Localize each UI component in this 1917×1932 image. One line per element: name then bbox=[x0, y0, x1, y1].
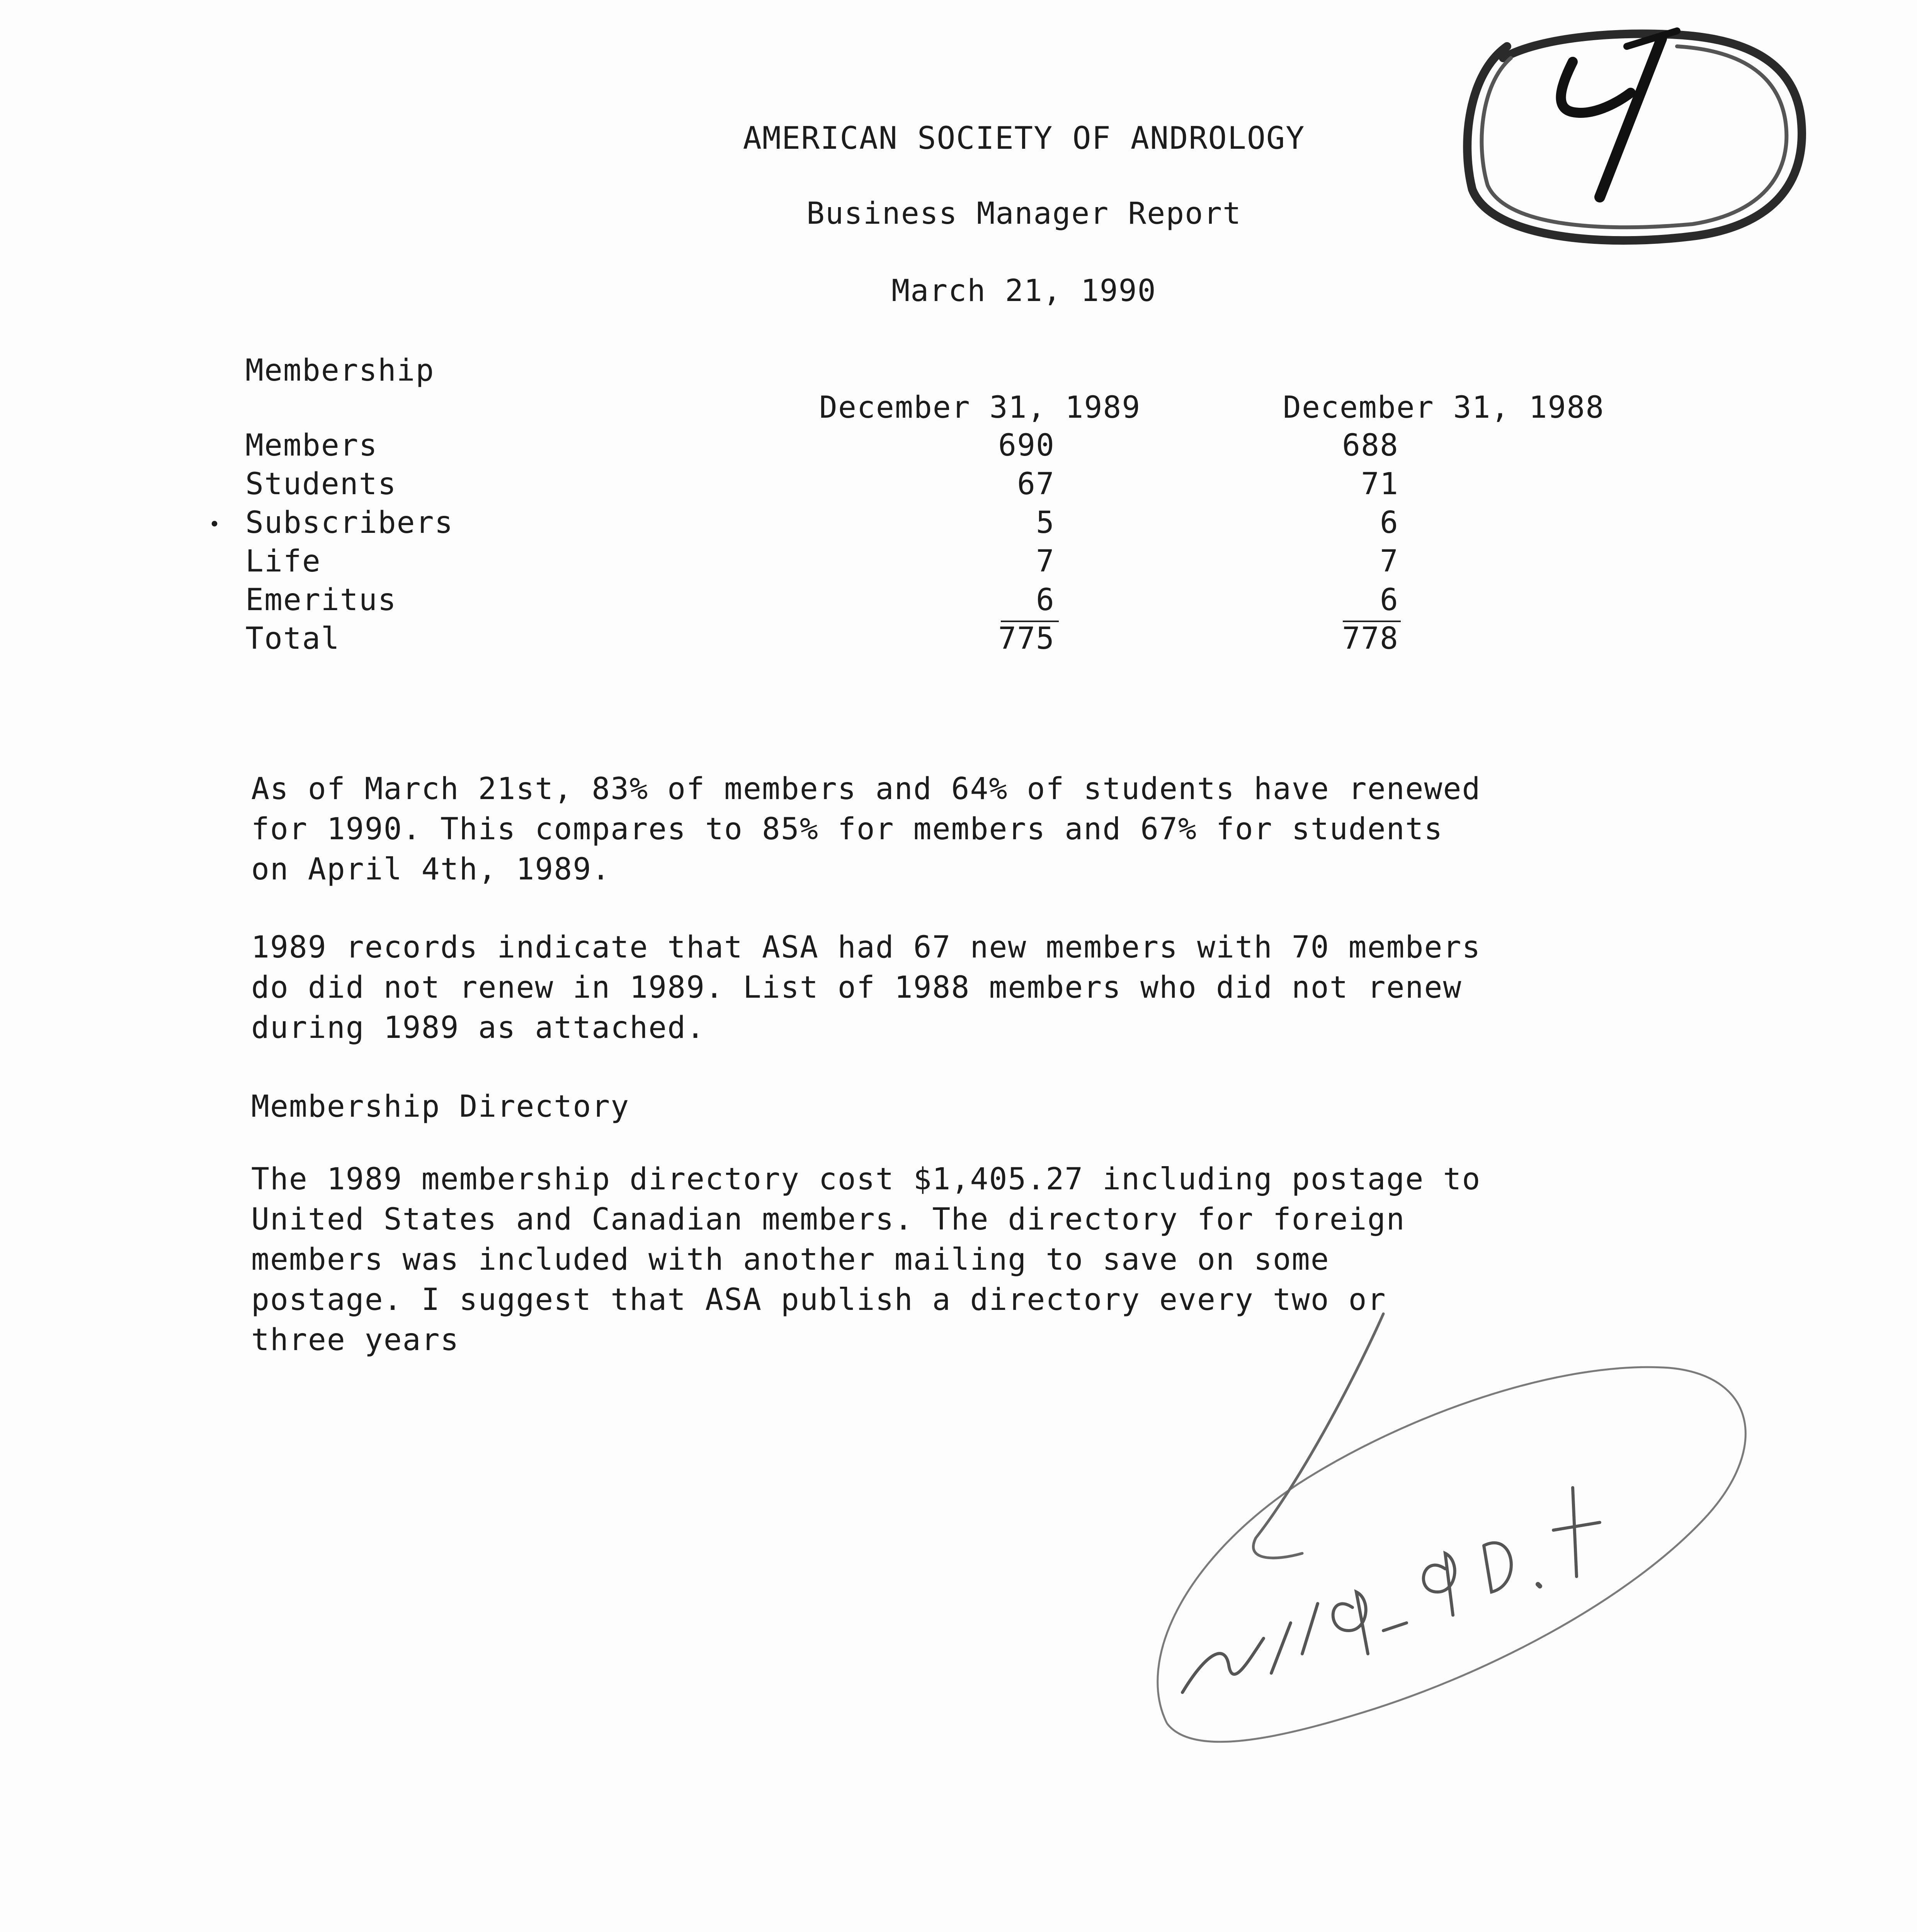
records-paragraph: 1989 records indicate that ASA had 67 new members with 70 members do did not renew in 1989. List of 1988 members who did not renew during 1989 as attached. bbox=[251, 930, 1481, 1045]
total-rule-1989 bbox=[1001, 621, 1059, 622]
row-label: Total bbox=[245, 621, 340, 656]
table-row-total bbox=[245, 621, 1521, 660]
value-1989: 67 bbox=[1017, 467, 1055, 502]
row-label: Students bbox=[245, 467, 397, 502]
report-date: March 21, 1990 bbox=[891, 274, 1157, 308]
value-1989: 775 bbox=[998, 621, 1055, 656]
value-1989: 7 bbox=[1036, 544, 1055, 579]
value-1988: 778 bbox=[1342, 621, 1399, 656]
handwritten-date-annotation bbox=[1136, 1283, 1778, 1785]
value-1989: 690 bbox=[998, 428, 1055, 463]
table-row bbox=[245, 583, 1521, 621]
table-row bbox=[245, 544, 1521, 583]
column-header-1988: December 31, 1988 bbox=[1283, 390, 1605, 425]
directory-heading: Membership Directory bbox=[251, 1089, 630, 1124]
row-label: Life bbox=[245, 544, 321, 579]
tick-mark-icon: • bbox=[209, 513, 221, 536]
value-1988: 688 bbox=[1342, 428, 1399, 463]
value-1989: 5 bbox=[1036, 505, 1055, 540]
table-row bbox=[245, 505, 1521, 544]
membership-section-label: Membership bbox=[245, 353, 435, 388]
table-row bbox=[245, 428, 1521, 467]
directory-paragraph: The 1989 membership directory cost $1,405.27 including postage to United States and Canadian members. The directory for foreign members was included with another mailing to save on some postage. I suggest that ASA publish a directory every two or three years bbox=[251, 1162, 1481, 1357]
value-1988: 7 bbox=[1380, 544, 1399, 579]
value-1988: 71 bbox=[1361, 467, 1399, 502]
row-label: Emeritus bbox=[245, 583, 397, 617]
renewal-paragraph: As of March 21st, 83% of members and 64% of students have renewed for 1990. This compares to 85% for members and 67% for students on April 4th, 1989. bbox=[251, 772, 1481, 887]
table-row bbox=[245, 467, 1521, 505]
column-header-1989: December 31, 1989 bbox=[819, 390, 1141, 425]
value-1988: 6 bbox=[1380, 583, 1399, 617]
row-label: Members bbox=[245, 428, 378, 463]
organization-title: AMERICAN SOCIETY OF ANDROLOGY bbox=[743, 120, 1305, 156]
circled-number-annotation bbox=[1445, 15, 1832, 263]
row-label: Subscribers bbox=[245, 505, 454, 540]
membership-table bbox=[245, 428, 1521, 660]
report-title: Business Manager Report bbox=[806, 196, 1242, 231]
value-1988: 6 bbox=[1380, 505, 1399, 540]
value-1989: 6 bbox=[1036, 583, 1055, 617]
total-rule-1988 bbox=[1343, 621, 1401, 622]
